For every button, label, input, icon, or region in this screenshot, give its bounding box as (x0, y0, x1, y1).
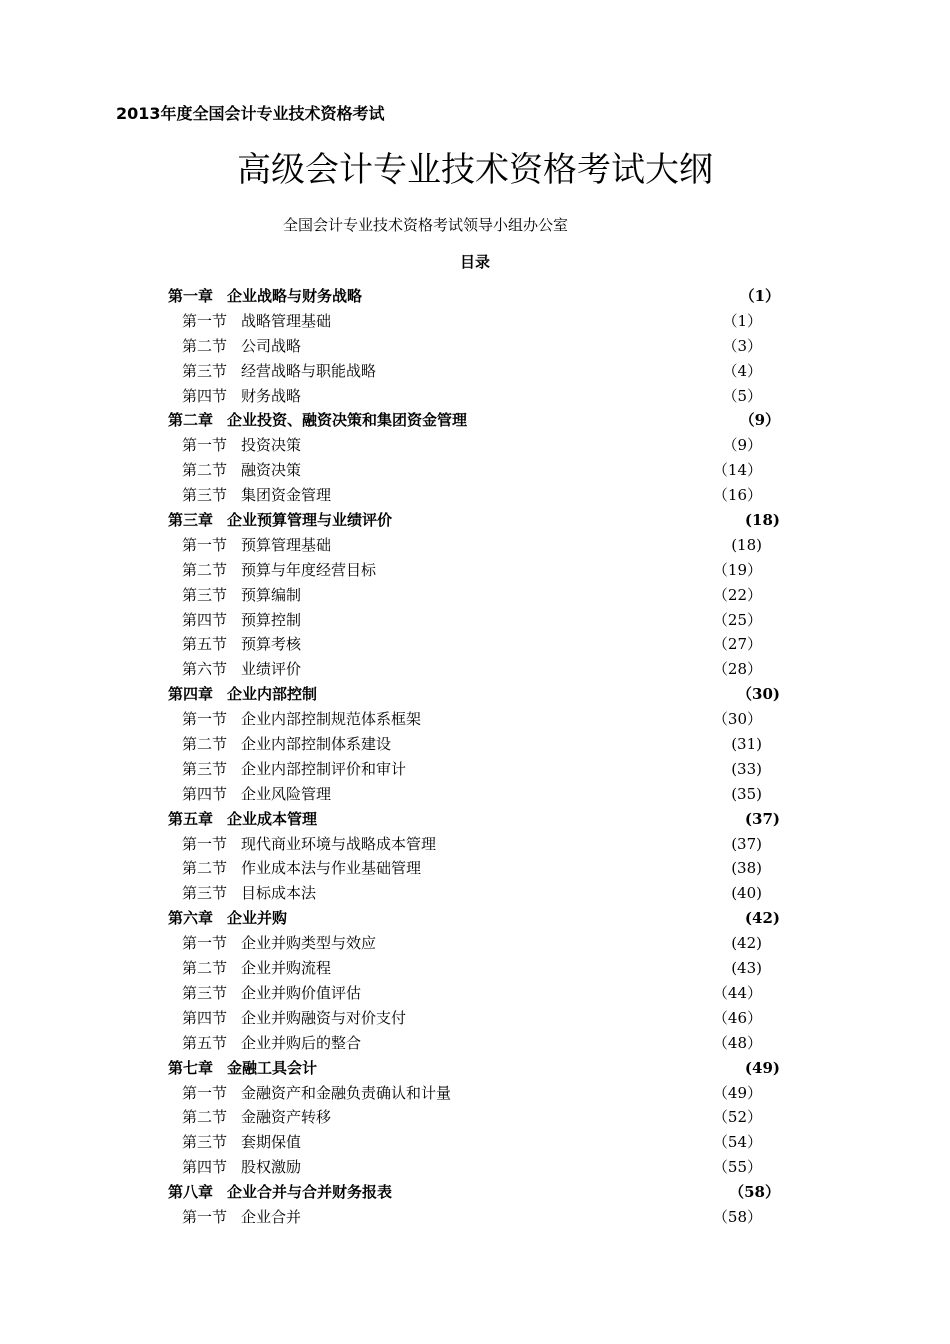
toc-entry-number: 第四节 (182, 1158, 228, 1177)
toc-entry-title: 企业合并与合并财务报表 (227, 1183, 393, 1202)
toc-entry-number: 第四节 (182, 386, 228, 405)
toc-page-number: (18) (744, 511, 780, 530)
toc-chapter-row (0, 1056, 950, 1081)
toc-page-number: (40) (731, 884, 762, 903)
toc-entry-label (168, 508, 392, 533)
toc-entry-title: 预算控制 (241, 610, 302, 629)
toc-section-row (0, 657, 950, 682)
toc-entry-number: 第一节 (182, 311, 228, 330)
toc-entry-title: 金融工具会计 (227, 1058, 318, 1077)
toc-entry-label (168, 284, 362, 309)
toc-entry-number: 第三节 (182, 759, 228, 778)
toc-page-number: (42) (744, 909, 780, 928)
toc-entry-label (182, 608, 301, 633)
toc-entry-number: 第一节 (182, 934, 228, 953)
toc-section-row (0, 384, 950, 409)
toc-entry-title: 业绩评价 (241, 660, 302, 679)
toc-section-row (0, 757, 950, 782)
toc-chapter-row (0, 1180, 950, 1205)
toc-page-number: （55） (712, 1158, 762, 1177)
toc-page-number: （5） (722, 386, 762, 405)
toc-entry-title: 预算编制 (241, 585, 302, 604)
toc-entry-number: 第五节 (182, 1033, 228, 1052)
toc-chapter-row (0, 682, 950, 707)
toc-entry-title: 公司战略 (241, 336, 302, 355)
toc-section-row (0, 458, 950, 483)
toc-entry-label (168, 682, 317, 707)
toc-entry-number: 第四节 (182, 610, 228, 629)
toc-entry-number: 第一章 (168, 287, 214, 305)
toc-section-row (0, 533, 950, 558)
toc-page-number: （48） (712, 1033, 762, 1052)
toc-page-number: (37) (731, 834, 762, 853)
toc-entry-number: 第二节 (182, 461, 228, 480)
toc-entry-number: 第五章 (168, 809, 214, 828)
toc-entry-label (182, 309, 331, 334)
toc-entry-title: 金融资产转移 (241, 1108, 332, 1127)
toc-section-row (0, 1205, 950, 1230)
toc-section-row (0, 483, 950, 508)
toc-entry-number: 第七章 (168, 1058, 214, 1077)
toc-entry-number: 第三节 (182, 1133, 228, 1152)
toc-entry-number: 第二节 (182, 859, 228, 878)
toc-page-number: （16） (712, 486, 762, 505)
toc-page-number: （9） (739, 411, 780, 430)
toc-entry-title: 战略管理基础 (241, 311, 332, 330)
toc-entry-number: 第三节 (182, 486, 228, 505)
toc-entry-number: 第二节 (182, 735, 228, 754)
toc-page-number: (35) (731, 784, 762, 803)
toc-entry-title: 企业投资、融资决策和集团资金管理 (227, 411, 468, 430)
toc-entry-title: 企业内部控制体系建设 (241, 735, 392, 754)
toc-entry-number: 第三节 (182, 983, 228, 1002)
toc-entry-title: 企业并购价值评估 (241, 983, 362, 1002)
toc-page-number: （30） (712, 710, 762, 729)
toc-entry-label (182, 757, 406, 782)
toc-page-number: (42) (731, 934, 762, 953)
toc-page-number: （46） (712, 1008, 762, 1027)
toc-entry-label (182, 1006, 406, 1031)
toc-entry-title: 套期保值 (241, 1133, 302, 1152)
toc-entry-title: 预算考核 (241, 635, 302, 654)
toc-entry-title: 企业并购后的整合 (241, 1033, 362, 1052)
toc-entry-label (182, 856, 421, 881)
toc-entry-number: 第六节 (182, 660, 228, 679)
toc-entry-number: 第一节 (182, 834, 228, 853)
toc-entry-title: 股权激励 (241, 1158, 302, 1177)
toc-entry-title: 目标成本法 (241, 884, 317, 903)
toc-entry-label (182, 657, 301, 682)
toc-entry-label (182, 359, 376, 384)
toc-section-row (0, 1130, 950, 1155)
toc-page-number: (37) (744, 809, 780, 828)
toc-entry-title: 企业并购流程 (241, 959, 332, 978)
toc-section-row (0, 608, 950, 633)
toc-entry-label (182, 1155, 301, 1180)
toc-section-row (0, 1105, 950, 1130)
toc-page-number: （54） (712, 1133, 762, 1152)
toc-page-number: （25） (712, 610, 762, 629)
toc-page-number: (49) (744, 1058, 780, 1077)
document-title: 高级会计专业技术资格考试大纲 (237, 150, 713, 190)
toc-entry-number: 第三章 (168, 511, 214, 530)
toc-section-row (0, 1031, 950, 1056)
toc-entry-title: 企业并购融资与对价支付 (241, 1008, 407, 1027)
toc-entry-number: 第二节 (182, 336, 228, 355)
toc-entry-label (182, 1031, 361, 1056)
toc-section-row (0, 632, 950, 657)
toc-entry-title: 企业内部控制评价和审计 (241, 759, 407, 778)
toc-page-number: （58） (712, 1207, 762, 1226)
toc-entry-title: 投资决策 (241, 436, 302, 455)
toc-entry-title: 企业风险管理 (241, 784, 332, 803)
toc-entry-number: 第一节 (182, 535, 228, 554)
toc-page-number: (18) (731, 535, 762, 554)
toc-entry-number: 第一节 (182, 710, 228, 729)
toc-entry-title: 预算管理基础 (241, 535, 332, 554)
toc-entry-label (182, 334, 301, 359)
toc-section-row (0, 981, 950, 1006)
issuer-line: 全国会计专业技术资格考试领导小组办公室 (283, 216, 569, 234)
toc-entry-number: 第三节 (182, 361, 228, 380)
toc-entry-label (182, 1081, 451, 1106)
toc-page-number: （22） (712, 585, 762, 604)
toc-entry-number: 第六章 (168, 909, 214, 928)
toc-section-row (0, 309, 950, 334)
toc-entry-title: 企业内部控制 (227, 685, 318, 704)
toc-page-number: (33) (731, 759, 762, 778)
toc-entry-number: 第一节 (182, 1083, 228, 1102)
toc-entry-label (182, 483, 331, 508)
toc-section-row (0, 856, 950, 881)
toc-entry-number: 第三节 (182, 884, 228, 903)
toc-entry-label (182, 583, 301, 608)
toc-entry-number: 第二节 (182, 959, 228, 978)
toc-chapter-row (0, 508, 950, 533)
table-of-contents (0, 284, 950, 1230)
toc-entry-number: 第一节 (182, 1207, 228, 1226)
toc-entry-label (182, 1130, 301, 1155)
toc-page-number: （27） (712, 635, 762, 654)
exam-year-line: 2013年度全国会计专业技术资格考试 (116, 104, 385, 123)
toc-entry-label (182, 558, 376, 583)
toc-entry-label (182, 732, 391, 757)
toc-entry-title: 现代商业环境与战略成本管理 (241, 834, 437, 853)
toc-entry-number: 第一节 (182, 436, 228, 455)
toc-entry-title: 企业并购类型与效应 (241, 934, 377, 953)
toc-page-number: （49） (712, 1083, 762, 1102)
toc-page-number: (31) (731, 735, 762, 754)
toc-entry-number: 第四章 (168, 685, 214, 704)
toc-entry-label (168, 1056, 317, 1081)
toc-entry-label (168, 1180, 392, 1205)
toc-section-row (0, 707, 950, 732)
toc-entry-label (182, 458, 301, 483)
toc-entry-label (182, 707, 421, 732)
toc-entry-title: 企业内部控制规范体系框架 (241, 710, 422, 729)
toc-page-number: （44） (712, 983, 762, 1002)
toc-chapter-row (0, 408, 950, 433)
toc-entry-title: 经营战略与职能战略 (241, 361, 377, 380)
toc-entry-title: 企业成本管理 (227, 809, 318, 828)
toc-section-row (0, 359, 950, 384)
toc-entry-label (182, 931, 376, 956)
toc-page-number: (38) (731, 859, 762, 878)
toc-section-row (0, 558, 950, 583)
toc-entry-label (182, 632, 301, 657)
toc-entry-label (168, 408, 467, 433)
toc-heading: 目录 (459, 253, 490, 271)
toc-page-number: （14） (712, 461, 762, 480)
toc-section-row (0, 881, 950, 906)
toc-entry-label (182, 782, 331, 807)
toc-page-number: （19） (712, 560, 762, 579)
toc-entry-title: 企业战略与财务战略 (227, 287, 363, 305)
toc-section-row (0, 1081, 950, 1106)
toc-entry-label (182, 832, 436, 857)
toc-entry-title: 集团资金管理 (241, 486, 332, 505)
toc-chapter-row (0, 807, 950, 832)
toc-entry-title: 财务战略 (241, 386, 302, 405)
toc-entry-number: 第三节 (182, 585, 228, 604)
toc-page-number: (43) (731, 959, 762, 978)
toc-entry-title: 金融资产和金融负责确认和计量 (241, 1083, 452, 1102)
toc-section-row (0, 956, 950, 981)
toc-page-number: （1） (739, 287, 780, 305)
toc-entry-label (182, 384, 301, 409)
toc-section-row (0, 832, 950, 857)
toc-entry-number: 第八章 (168, 1183, 214, 1202)
toc-entry-label (182, 533, 331, 558)
toc-section-row (0, 931, 950, 956)
toc-chapter-row (0, 906, 950, 931)
toc-page-number: （28） (712, 660, 762, 679)
toc-section-row (0, 583, 950, 608)
toc-entry-title: 企业预算管理与业绩评价 (227, 511, 393, 530)
toc-chapter-row (0, 284, 950, 309)
toc-entry-label (182, 981, 361, 1006)
toc-page-number: （3） (722, 336, 762, 355)
toc-entry-number: 第四节 (182, 1008, 228, 1027)
toc-entry-label (182, 956, 331, 981)
toc-section-row (0, 782, 950, 807)
toc-entry-number: 第二节 (182, 560, 228, 579)
toc-entry-title: 企业合并 (241, 1207, 302, 1226)
toc-page-number: （9） (722, 436, 762, 455)
toc-entry-label (168, 906, 287, 931)
toc-page-number: （4） (722, 361, 762, 380)
toc-section-row (0, 1006, 950, 1031)
toc-entry-number: 第五节 (182, 635, 228, 654)
toc-entry-title: 作业成本法与作业基础管理 (241, 859, 422, 878)
toc-page-number: （30) (737, 685, 780, 704)
toc-page-number: （52） (712, 1108, 762, 1127)
toc-entry-title: 融资决策 (241, 461, 302, 480)
toc-entry-label (182, 433, 301, 458)
toc-page-number: （1） (722, 311, 762, 330)
toc-section-row (0, 732, 950, 757)
toc-entry-title: 企业并购 (227, 909, 288, 928)
toc-section-row (0, 433, 950, 458)
toc-entry-label (182, 1205, 301, 1230)
toc-entry-label (168, 807, 317, 832)
toc-entry-title: 预算与年度经营目标 (241, 560, 377, 579)
toc-section-row (0, 1155, 950, 1180)
toc-entry-number: 第四节 (182, 784, 228, 803)
toc-entry-label (182, 1105, 331, 1130)
toc-entry-number: 第二节 (182, 1108, 228, 1127)
toc-page-number: （58） (729, 1183, 780, 1202)
toc-entry-number: 第二章 (168, 411, 214, 430)
toc-entry-label (182, 881, 316, 906)
toc-section-row (0, 334, 950, 359)
